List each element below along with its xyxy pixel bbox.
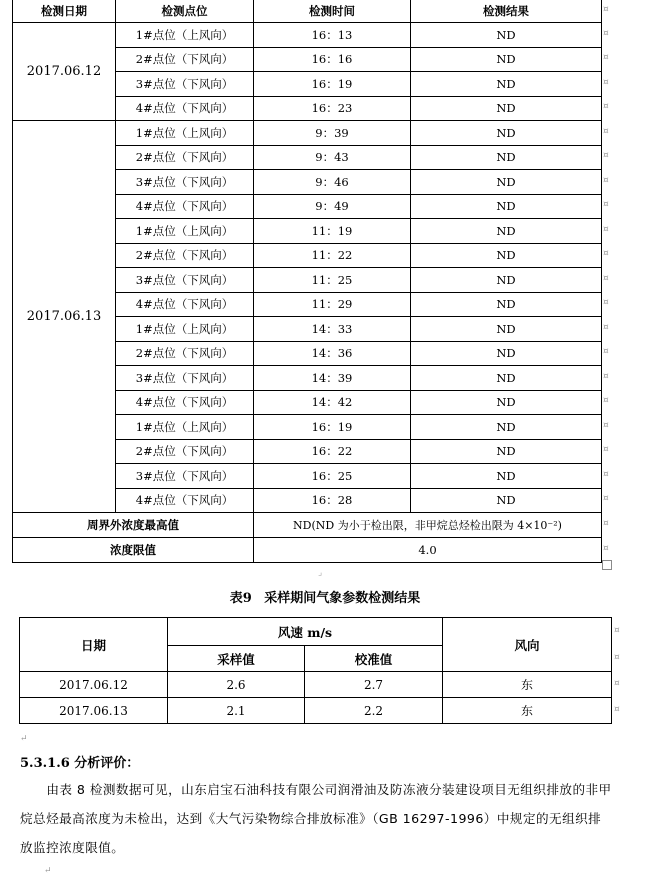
end-of-row-mark: ¤ [603,200,609,211]
end-of-row-mark: ¤ [603,102,609,113]
header-point: 检测点位 [116,0,254,23]
section-heading: 5.3.1.6 分析评价： [20,756,140,771]
result-cell: ND [411,415,602,440]
point-cell: 3#点位（下风向） [116,72,254,97]
point-cell: 1#点位（上风向） [116,121,254,146]
end-of-row-mark: ¤ [614,625,620,636]
result-cell: ND [411,47,602,72]
point-cell: 3#点位（下风向） [116,170,254,195]
date-cell: 2017.06.13 [13,121,116,513]
time-cell: 16：28 [254,488,411,513]
table9-caption-number: 表9 [229,591,252,606]
time-cell: 16：16 [254,47,411,72]
result-cell: ND [411,317,602,342]
row-sample: 2.1 [168,698,305,724]
result-cell: ND [411,72,602,97]
end-of-row-mark: ¤ [603,28,609,39]
time-cell: 16：25 [254,464,411,489]
end-of-row-mark: ¤ [603,273,609,284]
end-of-row-mark: ¤ [603,371,609,382]
paragraph-mark: ↵ [44,866,52,876]
header-sample-value: 采样值 [168,646,305,672]
anchor-mark: ⌟ [318,568,323,578]
result-cell: ND [411,464,602,489]
time-cell: 16：23 [254,96,411,121]
end-of-row-mark: ¤ [603,249,609,260]
result-cell: ND [411,23,602,48]
max-value-label: 周界外浓度最高值 [13,513,254,538]
time-cell: 14：39 [254,366,411,391]
result-cell: ND [411,170,602,195]
end-of-row-mark: ¤ [603,494,609,505]
table-row [20,672,612,698]
result-cell: ND [411,292,602,317]
time-cell: 9：46 [254,170,411,195]
monitoring-results-table [12,0,602,563]
time-cell: 11：22 [254,243,411,268]
result-cell: ND [411,268,602,293]
end-of-row-mark: ¤ [603,420,609,431]
result-cell: ND [411,488,602,513]
point-cell: 2#点位（下风向） [116,47,254,72]
limit-value: 4.0 [254,538,602,563]
result-cell: ND [411,145,602,170]
header-date: 日期 [20,618,168,672]
time-cell: 9：43 [254,145,411,170]
point-cell: 4#点位（下风向） [116,96,254,121]
result-cell: ND [411,390,602,415]
time-cell: 14：33 [254,317,411,342]
end-of-row-mark: ¤ [603,53,609,64]
end-of-row-mark: ¤ [603,519,609,529]
header-wind-direction: 风向 [443,618,612,672]
row-sample: 2.6 [168,672,305,698]
end-of-row-mark: ¤ [603,175,609,186]
point-cell: 3#点位（下风向） [116,464,254,489]
time-cell: 9：39 [254,121,411,146]
point-cell: 4#点位（下风向） [116,292,254,317]
time-cell: 11：25 [254,268,411,293]
result-cell: ND [411,243,602,268]
result-cell: ND [411,341,602,366]
table9-caption-text: 采样期间气象参数检测结果 [264,591,421,606]
end-of-row-mark: ¤ [603,396,609,407]
end-of-row-mark: ¤ [603,445,609,456]
time-cell: 16：13 [254,23,411,48]
result-cell: ND [411,366,602,391]
row-date: 2017.06.13 [20,698,168,724]
time-cell: 16：22 [254,439,411,464]
analysis-paragraph [20,776,612,863]
end-of-row-mark: ¤ [603,544,609,554]
result-cell: ND [411,121,602,146]
time-cell: 11：19 [254,219,411,244]
time-cell: 16：19 [254,72,411,97]
header-time: 检测时间 [254,0,411,23]
date-cell: 2017.06.12 [13,23,116,121]
end-of-row-mark: ¤ [603,77,609,88]
point-cell: 2#点位（下风向） [116,243,254,268]
result-cell: ND [411,219,602,244]
end-of-row-mark: ¤ [603,469,609,480]
point-cell: 4#点位（下风向） [116,488,254,513]
result-cell: ND [411,96,602,121]
row-direction: 东 [443,672,612,698]
row-direction: 东 [443,698,612,724]
point-cell: 4#点位（下风向） [116,194,254,219]
table-row [13,23,602,48]
point-cell: 1#点位（上风向） [116,219,254,244]
point-cell: 4#点位（下风向） [116,390,254,415]
header-calibration-value: 校准值 [305,646,443,672]
end-of-row-mark: ¤ [614,678,620,689]
end-of-row-mark: ¤ [603,347,609,358]
time-cell: 11：29 [254,292,411,317]
table-header-row [13,0,602,23]
end-of-row-mark: ¤ [603,126,609,137]
table-resize-handle[interactable] [602,560,612,570]
limit-label: 浓度限值 [13,538,254,563]
limit-row [13,538,602,563]
end-of-row-mark: ¤ [603,322,609,333]
paragraph-mark: ↵ [20,734,28,744]
point-cell: 1#点位（上风向） [116,317,254,342]
end-of-row-mark: ¤ [603,151,609,162]
header-result: 检测结果 [411,0,602,23]
max-value-row [13,513,602,538]
point-cell: 2#点位（下风向） [116,145,254,170]
point-cell: 2#点位（下风向） [116,341,254,366]
end-of-row-mark: ¤ [603,5,609,15]
header-date: 检测日期 [13,0,116,23]
point-cell: 1#点位（上风向） [116,23,254,48]
end-of-row-mark: ¤ [603,224,609,235]
end-of-row-mark: ¤ [603,298,609,309]
weather-parameters-table [19,617,612,724]
result-cell: ND [411,194,602,219]
header-wind-speed: 风速 m/s [168,618,443,646]
max-value: ND(ND 为小于检出限，非甲烷总烃检出限为 4×10⁻²) [254,513,602,538]
analysis-text: 由表 8 检测数据可见，山东启宝石油科技有限公司润滑油及防冻液分装建设项目无组织排放的非甲烷总烃最高浓度为未检出，达到《大气污染物综合排放标准》（GB 16297-1996）中规定的无组织排放监控浓度限值。 [20,782,612,855]
time-cell: 14：42 [254,390,411,415]
time-cell: 9：49 [254,194,411,219]
table-row [13,121,602,146]
result-cell: ND [411,439,602,464]
point-cell: 3#点位（下风向） [116,366,254,391]
row-calib: 2.7 [305,672,443,698]
row-calib: 2.2 [305,698,443,724]
end-of-row-mark: ¤ [614,704,620,715]
time-cell: 14：36 [254,341,411,366]
table-row [20,698,612,724]
point-cell: 2#点位（下风向） [116,439,254,464]
point-cell: 1#点位（上风向） [116,415,254,440]
end-of-row-mark: ¤ [614,652,620,663]
row-date: 2017.06.12 [20,672,168,698]
point-cell: 3#点位（下风向） [116,268,254,293]
time-cell: 16：19 [254,415,411,440]
table9-caption [0,587,650,606]
